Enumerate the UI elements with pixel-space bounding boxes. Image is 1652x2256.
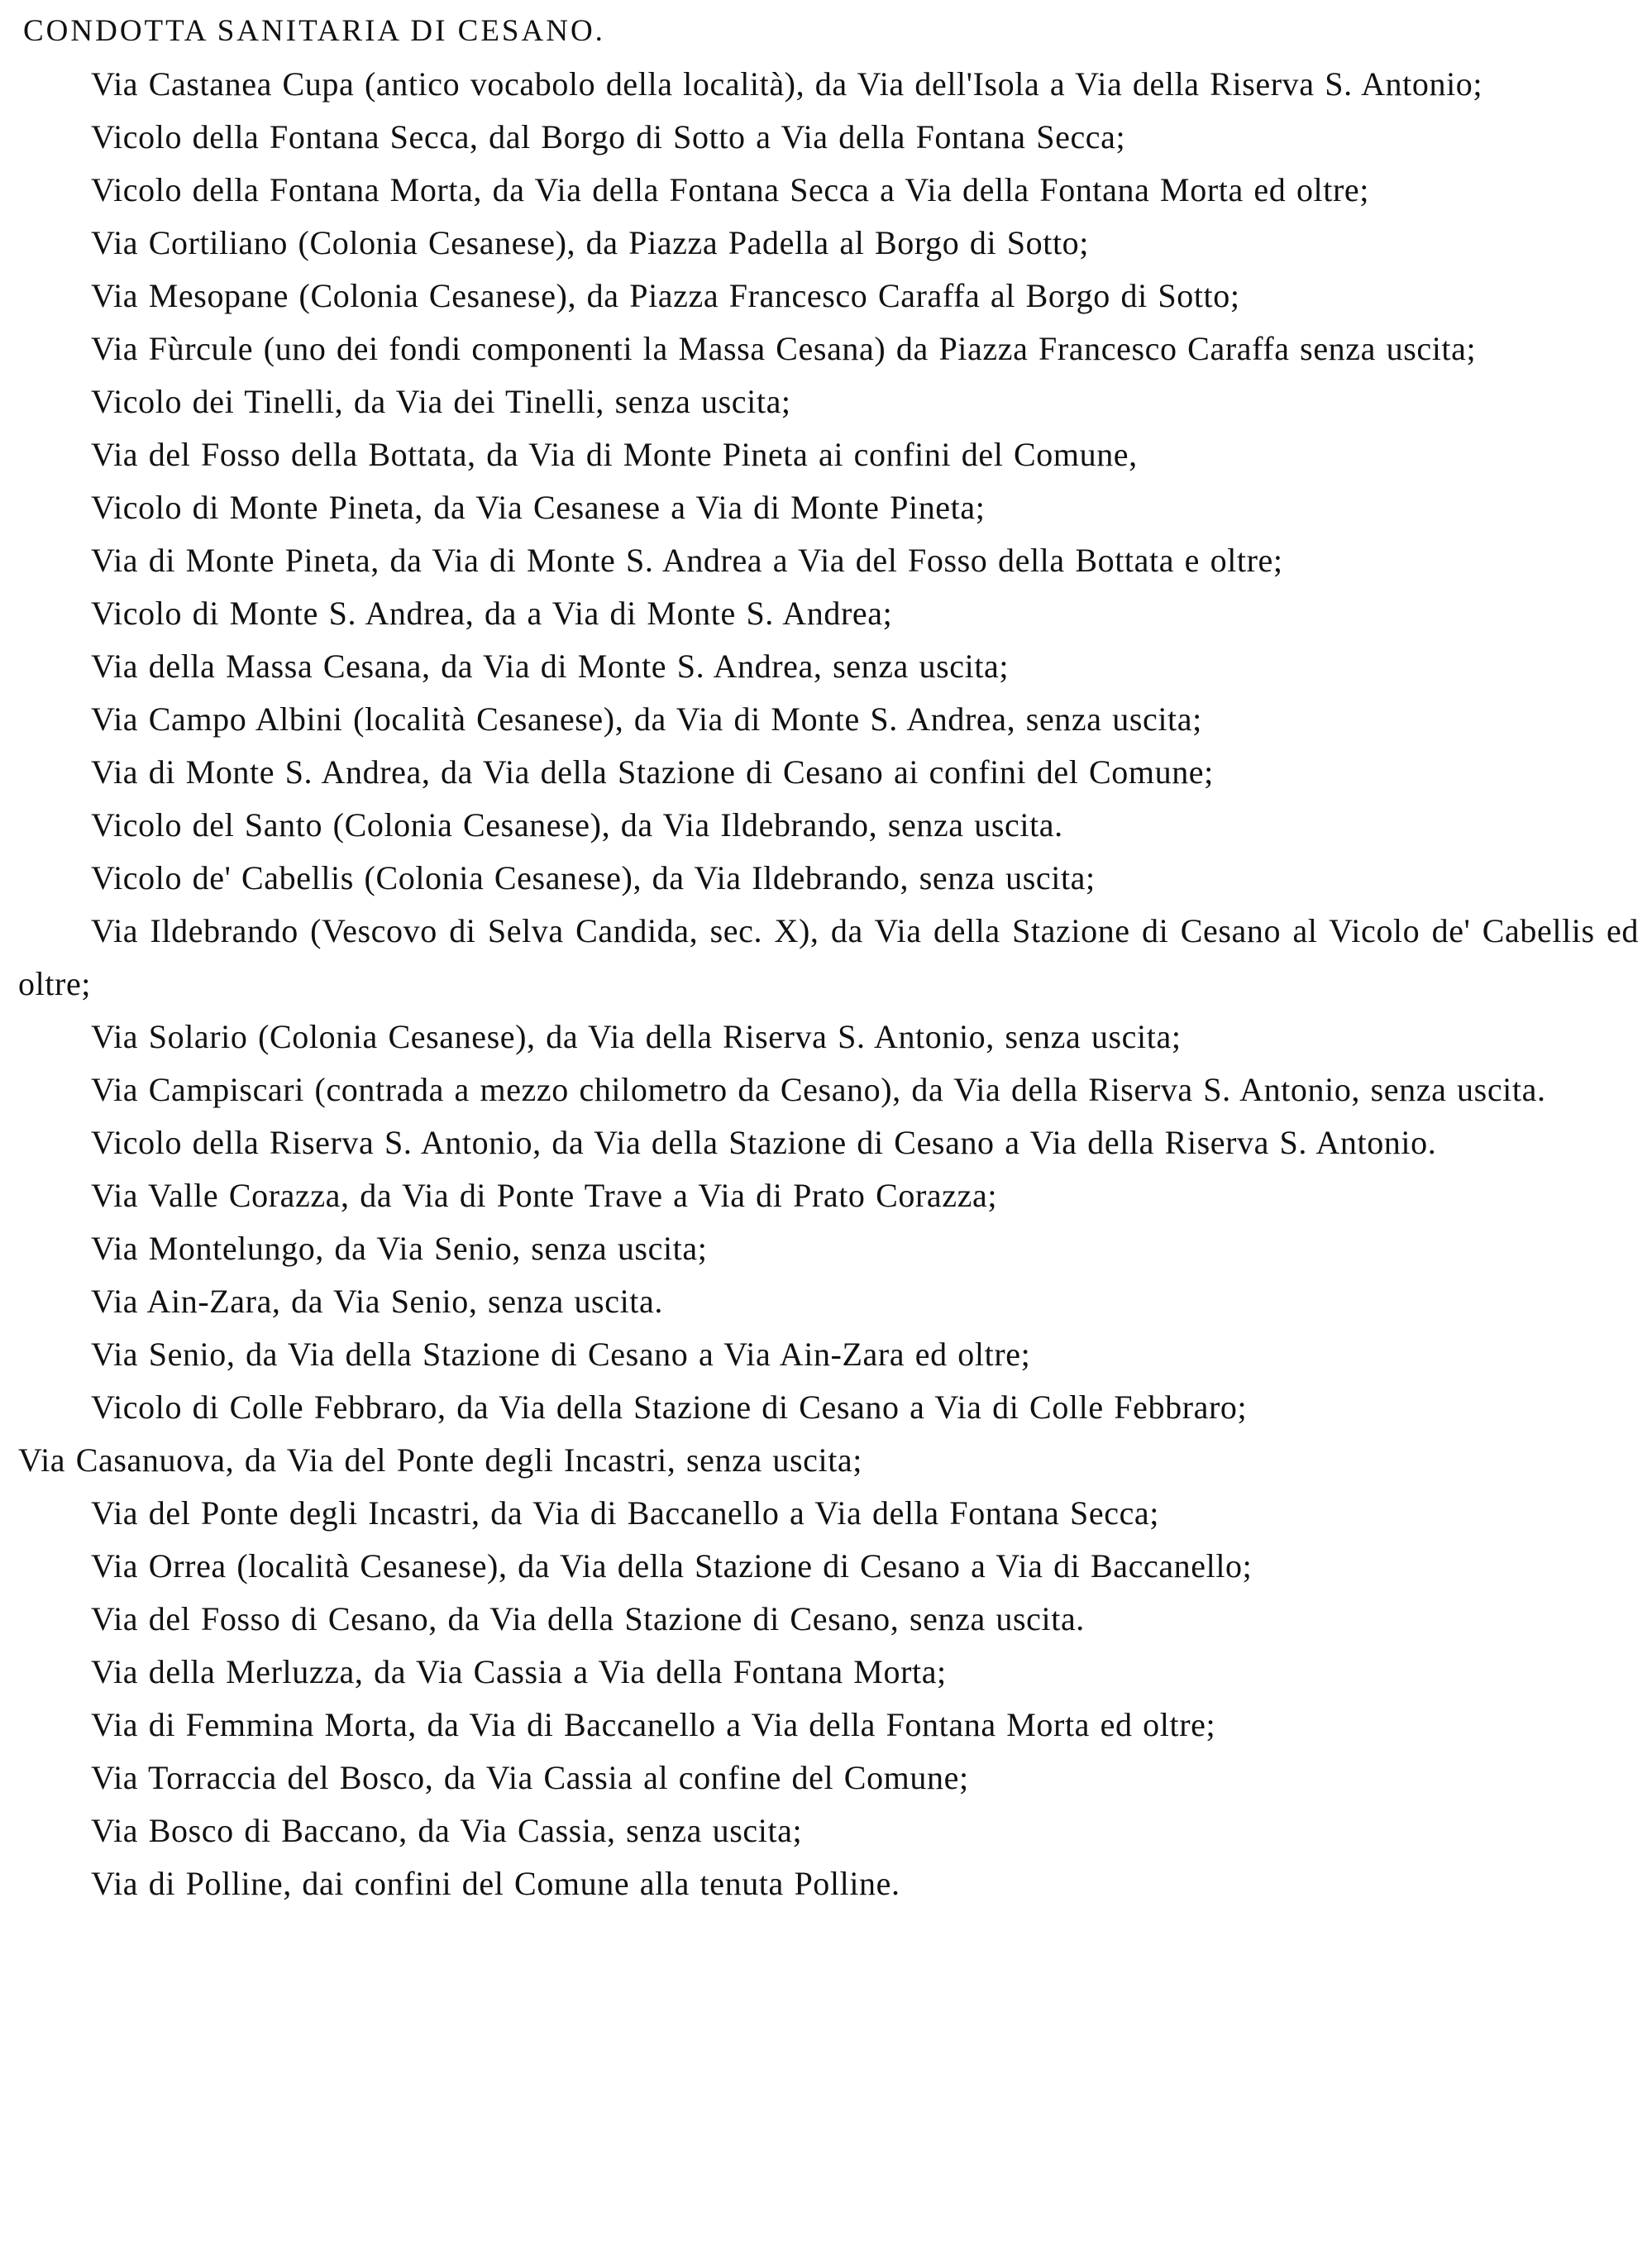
street-entry: Via di Monte S. Andrea, da Via della Stazione di Cesano ai confini del Comune; [91, 753, 1214, 791]
street-entry: Via del Fosso di Cesano, da Via della Stazione di Cesano, senza uscita. [91, 1600, 1085, 1637]
street-entry: Via Campiscari (contrada a mezzo chilometro da Cesano), da Via della Riserva S. Antonio, senza uscita. [91, 1071, 1546, 1108]
street-list [18, 58, 1639, 1910]
street-entry: Via Montelungo, da Via Senio, senza uscita; [91, 1230, 708, 1267]
street-entry: Via Castanea Cupa (antico vocabolo della località), da Via dell'Isola a Via della Riserva S. Antonio; [91, 65, 1483, 103]
street-entry: Via della Merluzza, da Via Cassia a Via della Fontana Morta; [91, 1653, 947, 1690]
street-entry: Vicolo di Monte S. Andrea, da a Via di Monte S. Andrea; [91, 595, 893, 632]
street-entry: Via Fùrcule (uno dei fondi componenti la Massa Cesana) da Piazza Francesco Caraffa senza uscita; [91, 330, 1477, 367]
document-page [18, 5, 1639, 1910]
street-entry: Via del Fosso della Bottata, da Via di Monte Pineta ai confini del Comune, [91, 436, 1138, 473]
street-entry: Via di Monte Pineta, da Via di Monte S. Andrea a Via del Fosso della Bottata e oltre; [91, 542, 1283, 579]
street-entry: Via di Polline, dai confini del Comune alla tenuta Polline. [91, 1865, 900, 1902]
street-entry: Vicolo di Colle Febbraro, da Via della Stazione di Cesano a Via di Colle Febbraro; [91, 1388, 1248, 1426]
street-entry: Via Bosco di Baccano, da Via Cassia, senza uscita; [91, 1812, 803, 1849]
street-entry: Vicolo de' Cabellis (Colonia Cesanese), da Via Ildebrando, senza uscita; [91, 859, 1096, 896]
document-title: CONDOTTA SANITARIA DI CESANO. [23, 14, 605, 48]
street-entry: Vicolo di Monte Pineta, da Via Cesanese a Via di Monte Pineta; [91, 489, 986, 526]
street-entry: Via Orrea (località Cesanese), da Via della Stazione di Cesano a Via di Baccanello; [91, 1547, 1253, 1584]
street-entry: Via Campo Albini (località Cesanese), da Via di Monte S. Andrea, senza uscita; [91, 700, 1202, 738]
street-entry: Via Torraccia del Bosco, da Via Cassia al confine del Comune; [91, 1759, 969, 1796]
street-entry: Vicolo del Santo (Colonia Cesanese), da Via Ildebrando, senza uscita. [91, 806, 1063, 844]
street-entry: Via della Massa Cesana, da Via di Monte S. Andrea, senza uscita; [91, 648, 1010, 685]
street-entry: Via Senio, da Via della Stazione di Cesano a Via Ain-Zara ed oltre; [91, 1336, 1031, 1373]
street-entry: Vicolo della Fontana Morta, da Via della Fontana Secca a Via della Fontana Morta ed oltre; [91, 171, 1369, 208]
street-entry: Via Valle Corazza, da Via di Ponte Trave a Via di Prato Corazza; [91, 1177, 998, 1214]
street-entry: Via Casanuova, da Via del Ponte degli Incastri, senza uscita; [18, 1441, 862, 1479]
street-entry: Vicolo della Fontana Secca, dal Borgo di Sotto a Via della Fontana Secca; [91, 118, 1126, 155]
street-entry: Via del Ponte degli Incastri, da Via di Baccanello a Via della Fontana Secca; [91, 1494, 1159, 1532]
street-entry: Via Mesopane (Colonia Cesanese), da Piazza Francesco Caraffa al Borgo di Sotto; [91, 277, 1240, 314]
street-entry: Vicolo della Riserva S. Antonio, da Via della Stazione di Cesano a Via della Riserva S. Antonio. [91, 1124, 1437, 1161]
street-entry: Via Solario (Colonia Cesanese), da Via della Riserva S. Antonio, senza uscita; [91, 1018, 1182, 1055]
street-entry: Via Cortiliano (Colonia Cesanese), da Piazza Padella al Borgo di Sotto; [91, 224, 1089, 261]
street-entry: Vicolo dei Tinelli, da Via dei Tinelli, senza uscita; [91, 383, 791, 420]
street-entry: Via Ain-Zara, da Via Senio, senza uscita. [91, 1283, 663, 1320]
street-entry: Via Ildebrando (Vescovo di Selva Candida, sec. X), da Via della Stazione di Cesano al Vicolo de' Cabellis ed oltre; [18, 912, 1639, 1002]
street-entry: Via di Femmina Morta, da Via di Baccanello a Via della Fontana Morta ed oltre; [91, 1706, 1216, 1743]
